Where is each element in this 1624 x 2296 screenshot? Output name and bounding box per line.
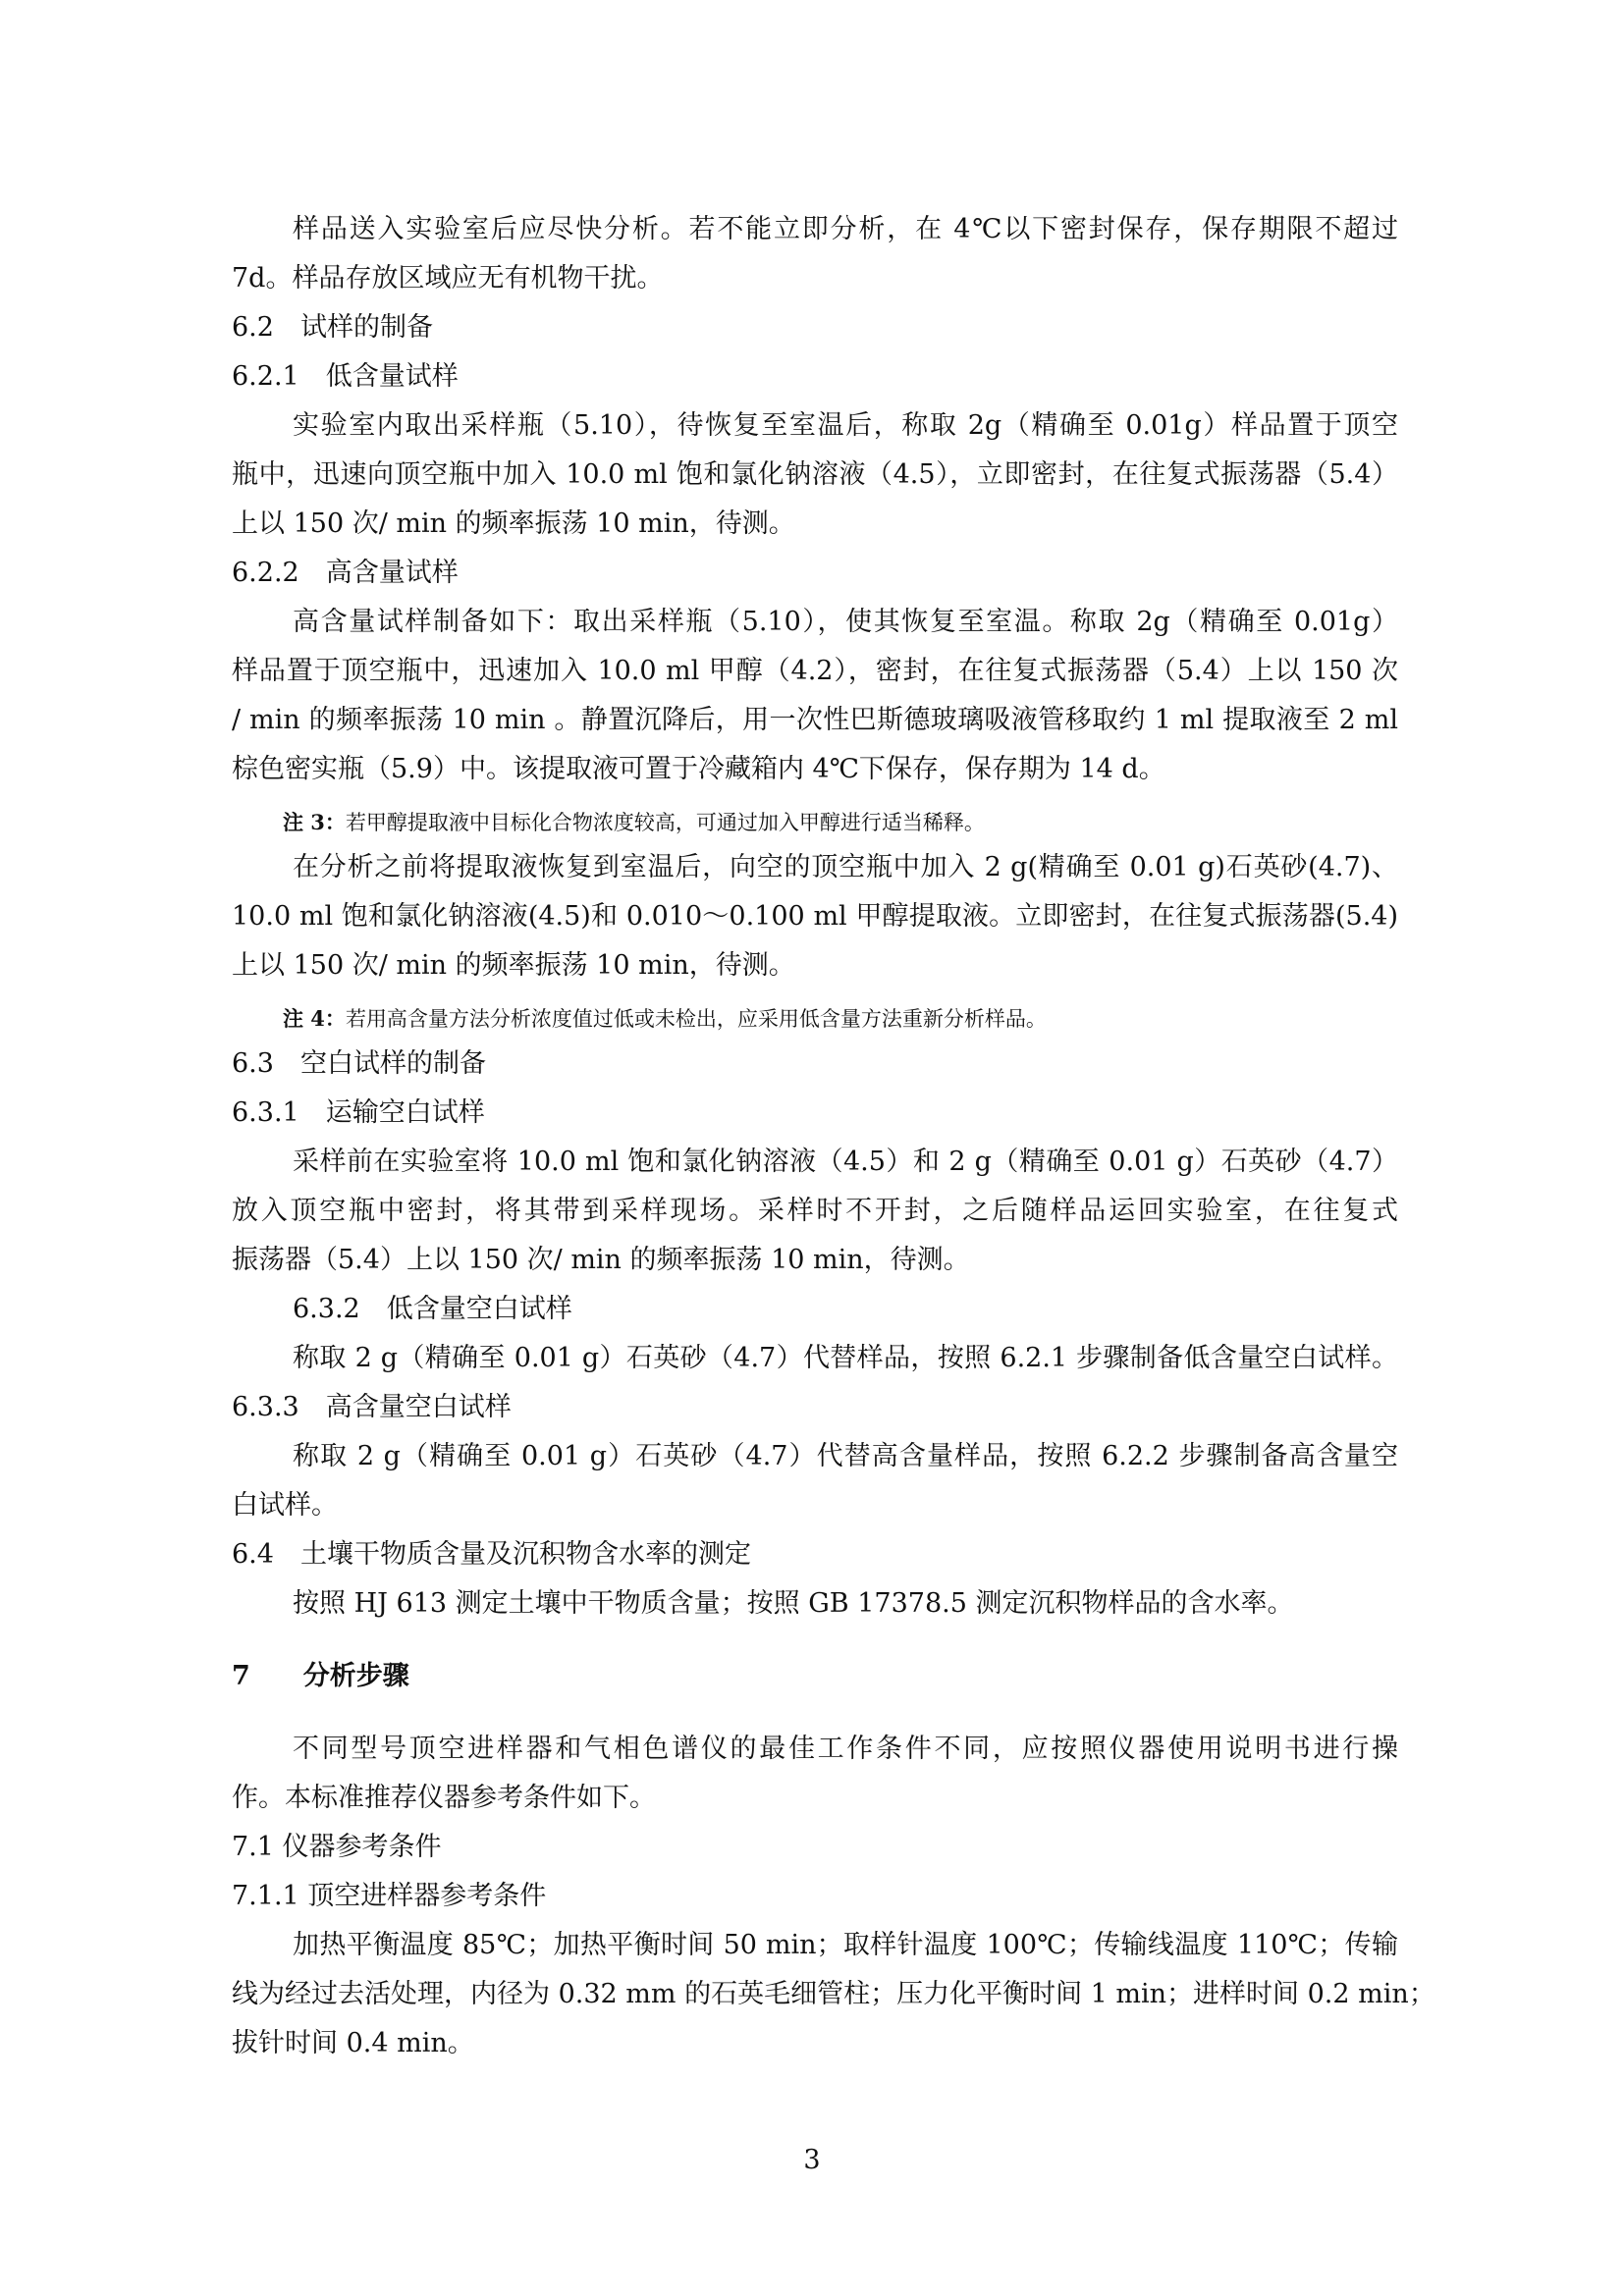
text-line: 称取 2 g（精确至 0.01 g）石英砂（4.7）代替样品，按照 6.2.1 步骤制备低含量空白试样。	[293, 1343, 1398, 1373]
text-line: 样品置于顶空瓶中，迅速加入 10.0 ml 甲醇（4.2），密封，在往复式振荡器（5.4）上以 150 次	[232, 656, 1398, 686]
text-line: 作。本标准推荐仪器参考条件如下。	[232, 1783, 656, 1813]
note-label: 注 3：	[283, 810, 346, 834]
text-line: / min 的频率振荡 10 min 。静置沉降后，用一次性巴斯德玻璃吸液管移取约 1 ml 提取液至 2 ml	[232, 705, 1398, 735]
note-label: 注 4：	[283, 1006, 346, 1031]
subsection-heading: 6.3.3 高含量空白试样	[232, 1392, 512, 1422]
text-line: 线为经过去活处理，内径为 0.32 mm 的石英毛细管柱；压力化平衡时间 1 min；进样时间 0.2 min；	[232, 1979, 1435, 2009]
text-line: 上以 150 次/ min 的频率振荡 10 min，待测。	[232, 950, 795, 981]
subsection-heading: 6.3.1 运输空白试样	[232, 1097, 485, 1128]
section-heading: 6.2 试样的制备	[232, 312, 433, 343]
text-line: 实验室内取出采样瓶（5.10），待恢复至室温后，称取 2g（精确至 0.01g）样品置于顶空	[293, 410, 1398, 441]
text-line: 上以 150 次/ min 的频率振荡 10 min，待测。	[232, 508, 795, 539]
text-line: 7d。样品存放区域应无有机物干扰。	[232, 263, 664, 294]
chapter-heading: 7 分析步骤	[232, 1661, 409, 1691]
section-heading: 7.1 仪器参考条件	[232, 1832, 442, 1862]
text-line: 样品送入实验室后应尽快分析。若不能立即分析，在 4℃以下密封保存，保存期限不超过	[293, 214, 1398, 244]
section-heading: 6.4 土壤干物质含量及沉积物含水率的测定	[232, 1539, 751, 1570]
text-line: 棕色密实瓶（5.9）中。该提取液可置于冷藏箱内 4℃下保存，保存期为 14 d。	[232, 754, 1165, 784]
text-line: 加热平衡温度 85℃；加热平衡时间 50 min；取样针温度 100℃；传输线温度 110℃；传输	[293, 1930, 1398, 1960]
text-line: 白试样。	[232, 1490, 338, 1521]
text-line: 瓶中，迅速向顶空瓶中加入 10.0 ml 饱和氯化钠溶液（4.5），立即密封，在往复式振荡器（5.4）	[232, 459, 1398, 490]
page-number: 3	[803, 2145, 821, 2175]
text-line: 采样前在实验室将 10.0 ml 饱和氯化钠溶液（4.5）和 2 g（精确至 0.01 g）石英砂（4.7）	[293, 1147, 1398, 1177]
text-line: 按照 HJ 613 测定土壤中干物质含量；按照 GB 17378.5 测定沉积物样品的含水率。	[293, 1588, 1294, 1619]
note-4	[283, 1001, 1047, 1037]
subsection-heading: 6.2.2 高含量试样	[232, 558, 459, 588]
text-line: 称取 2 g（精确至 0.01 g）石英砂（4.7）代替高含量样品，按照 6.2.2 步骤制备高含量空	[293, 1441, 1398, 1471]
subsection-heading: 6.3.2 低含量空白试样	[293, 1294, 572, 1324]
note-text: 若用高含量方法分析浓度值过低或未检出，应采用低含量方法重新分析样品。	[345, 1007, 1047, 1031]
subsection-heading: 7.1.1 顶空进样器参考条件	[232, 1881, 547, 1911]
text-line: 高含量试样制备如下：取出采样瓶（5.10），使其恢复至室温。称取 2g（精确至 0.01g）	[293, 607, 1398, 637]
text-line: 振荡器（5.4）上以 150 次/ min 的频率振荡 10 min，待测。	[232, 1245, 970, 1275]
text-line: 在分析之前将提取液恢复到室温后，向空的顶空瓶中加入 2 g(精确至 0.01 g)石英砂(4.7)、	[293, 852, 1398, 882]
text-line: 10.0 ml 饱和氯化钠溶液(4.5)和 0.010～0.100 ml 甲醇提取液。立即密封，在往复式振荡器(5.4)	[232, 901, 1398, 932]
section-heading: 6.3 空白试样的制备	[232, 1048, 486, 1079]
text-line: 不同型号顶空进样器和气相色谱仪的最佳工作条件不同，应按照仪器使用说明书进行操	[293, 1734, 1398, 1764]
note-3	[283, 805, 985, 840]
subsection-heading: 6.2.1 低含量试样	[232, 361, 459, 392]
note-text: 若甲醇提取液中目标化合物浓度较高，可通过加入甲醇进行适当稀释。	[345, 811, 985, 834]
text-line: 拔针时间 0.4 min。	[232, 2028, 474, 2058]
text-line: 放入顶空瓶中密封，将其带到采样现场。采样时不开封，之后随样品运回实验室，在往复式	[232, 1196, 1398, 1226]
